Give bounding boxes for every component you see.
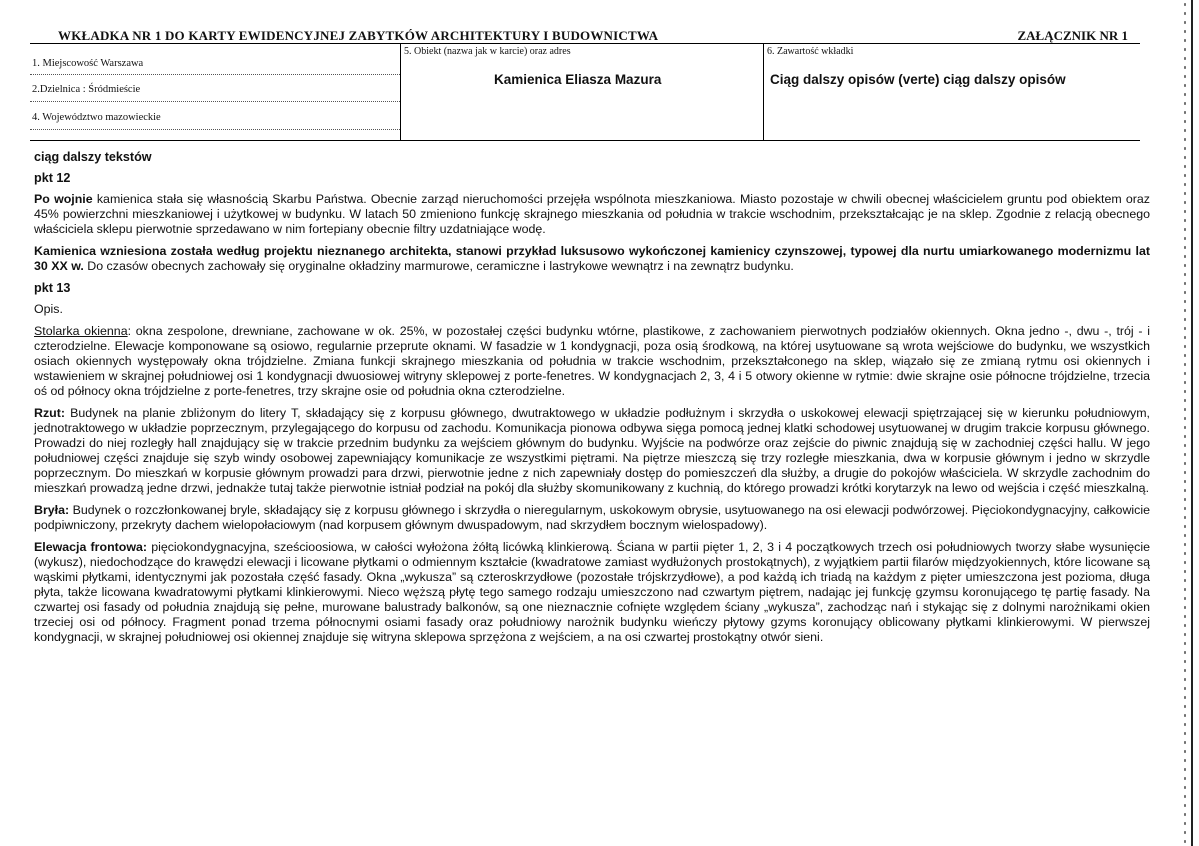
district-field: 2.Dzielnica : Śródmieście bbox=[32, 84, 141, 95]
header-bottom-rule bbox=[30, 140, 1140, 141]
paragraph-architect bbox=[34, 244, 1150, 274]
content-label: 6. Zawartość wkładki bbox=[767, 46, 854, 57]
pkt13-heading: pkt 13 bbox=[34, 281, 71, 295]
content-value: Ciąg dalszy opisów (verte) ciąg dalszy opisów bbox=[770, 72, 1066, 87]
scan-edge-border bbox=[1191, 0, 1193, 846]
location-fields bbox=[30, 44, 400, 140]
dotted-rule bbox=[30, 101, 400, 102]
voivodeship-field: 4. Województwo mazowieckie bbox=[32, 112, 161, 123]
lead-text: Rzut: bbox=[34, 406, 65, 420]
document-body bbox=[34, 150, 1150, 652]
lead-text: Stolarka okienna bbox=[34, 324, 128, 338]
lead-text: Bryła: bbox=[34, 503, 70, 517]
lead-text: Po wojnie bbox=[34, 192, 93, 206]
header-title-row bbox=[30, 28, 1140, 44]
lead-text: Elewacja frontowa: bbox=[34, 540, 147, 554]
paragraph-front-elevation bbox=[34, 540, 1150, 645]
paragraph-text: Do czasów obecnych zachowały się oryginalne okładziny marmurowe, ceramiczne i lastrykowe wewnątrz i na zewnątrz budynku. bbox=[83, 259, 794, 273]
header-divider bbox=[763, 44, 764, 141]
object-name: Kamienica Eliasza Mazura bbox=[494, 72, 662, 87]
document-title: WKŁADKA NR 1 DO KARTY EWIDENCYJNEJ ZABYTKÓW ARCHITEKTURY I BUDOWNICTWA bbox=[58, 28, 659, 43]
paragraph-massing bbox=[34, 503, 1150, 533]
dotted-rule bbox=[30, 129, 400, 130]
header-divider bbox=[400, 44, 401, 141]
paragraph-plan bbox=[34, 406, 1150, 496]
object-label: 5. Obiekt (nazwa jak w karcie) oraz adres bbox=[404, 46, 571, 57]
opis-label: Opis. bbox=[34, 302, 63, 316]
paragraph-text: pięciokondygnacyjna, sześcioosiowa, w całości wyłożona żółtą licówką klinkierową. Ściana w partii pięter 1, 2, 3 i 4 początkowych trzech osi południowych tworzy słabe wysunięcie (wykusz), niedochodzące do krawędzi elewacji i licowane płytkami o odmiennym kształcie (kwadratowe zamiast wydłużonych prostokątnych), z wyjątkiem partii filarów międzyokiennych, które licowane są wąskimi płytkami, identycznymi jak pozostała część fasady. Okna „wykusza” są czteroskrzydłowe (pozostałe trójskrzydłowe), a pod każdą ich triadą na każdym z pięter umieszczona jest pozioma, długa płyta, także licowana kwadratowymi płytkami klinkierowymi. Nieco węższą płytę tego samego rodzaju umieszczono nad czwartym piętrem, nadając jej funkcję gzymsu koronującego tę partię fasady. Na czwartej osi fasady od południa znajdują się pełne, murowane balustrady balkonów, są one nieznacznie cofnięte względem ściany „wykusza”, zachodząc nań i stykając się z dolnymi narożnikami okien trzeciej osi od północy. Fragment ponad trzema północnymi osiami fasady oraz południowy narożnik budynku wieńczy płytowy gzyms koronujący oblicowany płytkami klinkierowymi. W pierwszej kondygnacji, w skrajnej południowej osi okiennej znajduje się witryna sklepowa sprzężona z wejściem, a na osi czwartej prostokątny otwór sieni. bbox=[34, 540, 1150, 644]
paragraph-text: kamienica stała się własnością Skarbu Państwa. Obecnie zarząd nieruchomości przejęła wspólnota mieszkaniowa. Miasto pozostaje w chwili obecnej właścicielem gruntu pod obiektem oraz 45% powierzchni mieszkaniowej i użytkowej w budynku. W latach 50 zmieniono funkcję skrajnego mieszkania od południa w trakcie wschodnim, przekształcając je na sklep. Zgodnie z relacją obecnego właściciela sklepu pierwotnie sprzedawano w nim fortepiany obecnie filtry uzdatniające wodę. bbox=[34, 192, 1151, 236]
locality-field: 1. Miejscowość Warszawa bbox=[32, 58, 144, 69]
pkt12-heading: pkt 12 bbox=[34, 171, 71, 185]
paragraph-windows bbox=[34, 324, 1150, 399]
continued-heading: ciąg dalszy tekstów bbox=[34, 150, 152, 164]
lead-text: Kamienica wzniesiona została według projektu nieznanego architekta, stanowi przykład luksusowo wykończonej kamienicy czynszowej, typowej dla nurtu umiarkowanego modernizmu lat 30 XX w. bbox=[34, 244, 1150, 273]
dotted-rule bbox=[30, 74, 400, 75]
paragraph-text: Budynek o rozczłonkowanej bryle, składający się z korpusu głównego i skrzydła o nieregularnym, uskokowym obrysie, usytuowanego na osi elewacji podwórzowej. Pięciokondygnacyjny, całkowicie podpiwniczony, przekryty dachem wielopołaciowym (nad korpusem głównym dwuspadowym, nad skrzydłem bocznym wielospadowy). bbox=[34, 503, 1150, 532]
paragraph-text: Budynek na planie zbliżonym do litery T, składający się z korpusu głównego, dwutraktowego w układzie podłużnym i skrzydła o uskokowej elewacji spiętrzającej się w kierunku południowym, jednotraktowego w układzie poprzecznym, przylegającego do korpusu od zachodu. Komunikacja pionowa odbywa sięga pomocą jednej klatki schodowej usytuowanej w drugim trakcie korpusu głównego. Prowadzi do niej rozległy hall znajdujący się w trakcie przednim budynku za wejściem głównym do budynku. Wyjście na podwórze oraz zejście do piwnic znajdują się w zachodniej części hallu. W jego południowej części znajduje się szyb windy osobowej zapewniający komunikacje ze wszystkimi piętrami. Na piętrze mieszczą się trzy rozległe mieszkania, dwa w korpusie głównym i jedno w skrzydle poprzecznym. Do mieszkań w korpusie głównym prowadzi para drzwi, pierwotnie jedne z nich zapewniały dostęp do pomieszczeń dla służby, a drugie do pokojów właściciela. W skrzydle zachodnim do mieszkań prowadzą jedne drzwi, jednakże tutaj także pierwotnie istniał podział na pokój dla służby skomunikowany z kuchnią, do którego prowadzi krótki korytarzyk na lewo od wejścia i część mieszkalną. bbox=[34, 406, 1150, 495]
paragraph-text: : okna zespolone, drewniane, zachowane w ok. 25%, w pozostałej części budynku wtórne, plastikowe, z zachowaniem pierwotnych podziałów okiennych. Okna jedno -, dwu -, trój - i czterodzielne. Elewacje komponowane są osiowo, regularnie przeprute oknami. W fasadzie w 1 kondygnacji, poza osią środkową, na której usytuowane są wrota wejściowe do budynku, we wszystkich osiach okiennych występowały okna trójdzielne. Zmiana funkcji skrajnego mieszkania od południa w trakcie wschodnim, przekształconego na sklep, wiązało się ze zmianą rytmu osi okiennych i wstawieniem w skrajnej południowej osi 1 kondygnacji dwuosiowej witryny sklepowej z porte-fenetres. W kondygnacjach 2, 3, 4 i 5 otwory okienne w rytmie: dwie skrajne osie północne trójdzielne, trzecia oś od północy okna trójdzielne z porte-fenetres, trzy skrajne osie od południa okna czterodzielne. bbox=[34, 324, 1150, 398]
scan-edge-dots bbox=[1182, 0, 1188, 846]
annex-label: ZAŁĄCZNIK NR 1 bbox=[1017, 28, 1128, 43]
paragraph-post-war bbox=[34, 192, 1150, 237]
